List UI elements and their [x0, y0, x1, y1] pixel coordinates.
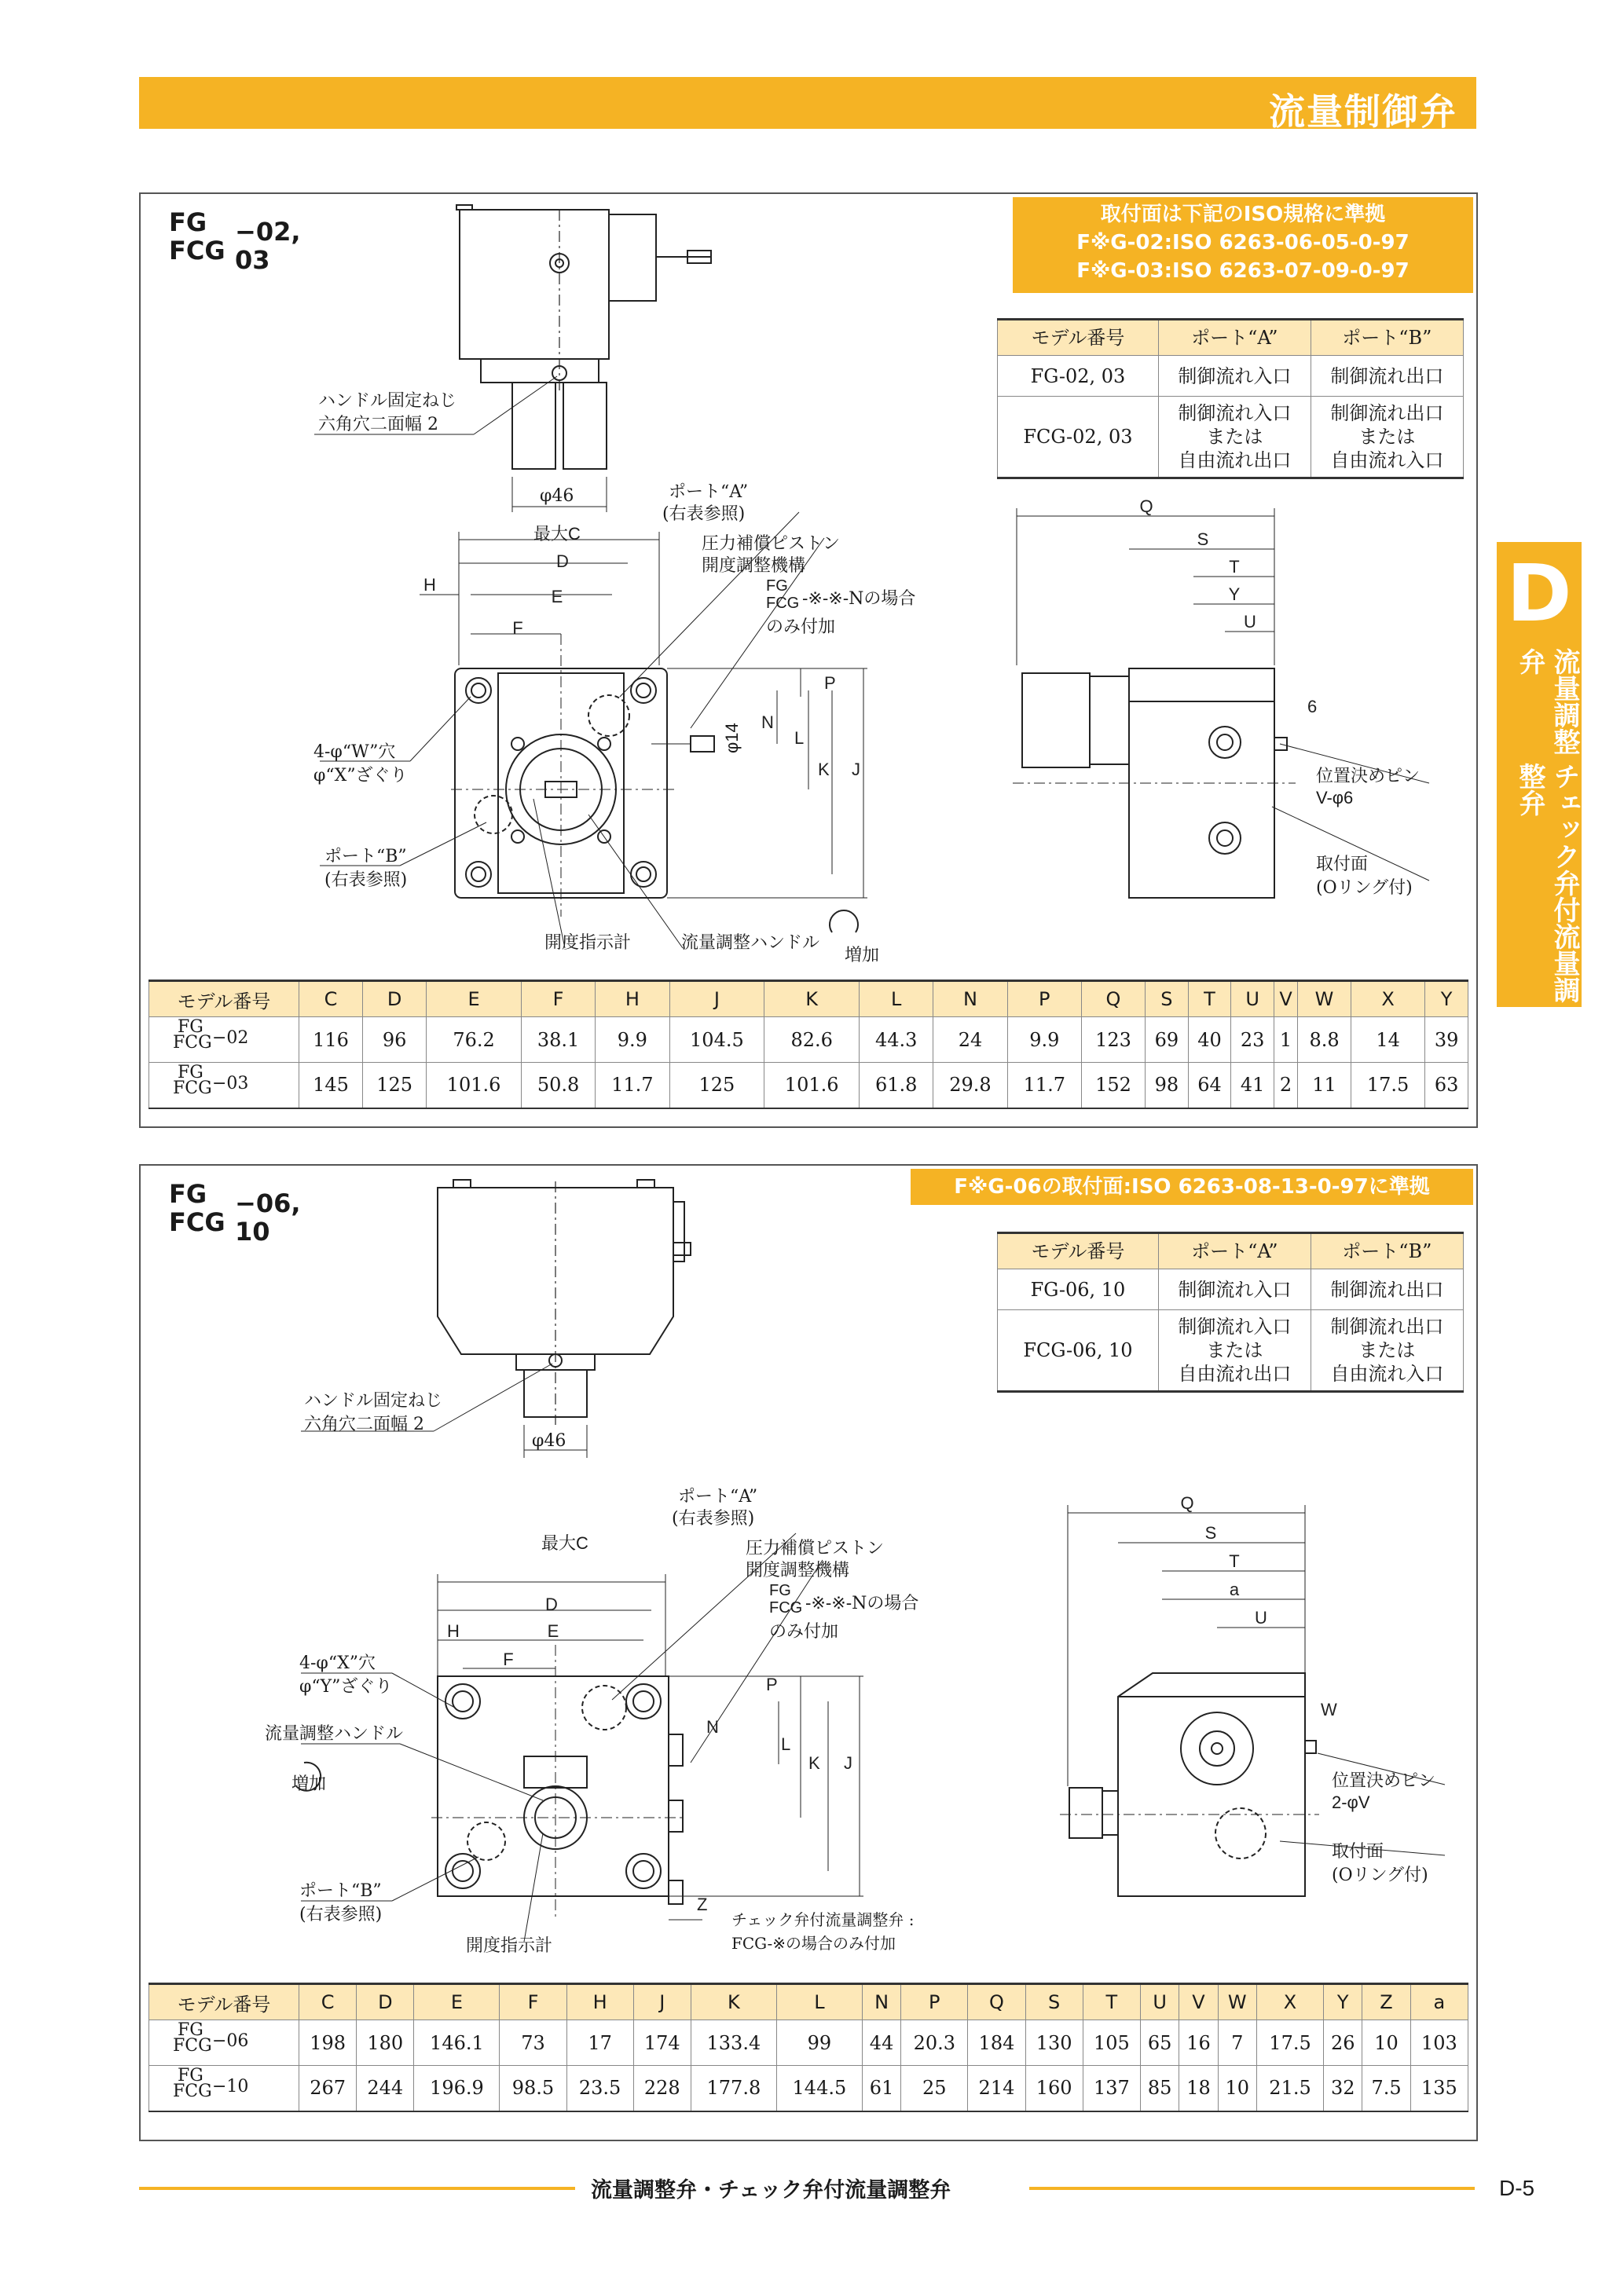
s2-model-m2: FCG [173, 2036, 212, 2056]
port2-a-fcg-l3: 自由流れ出口 [1178, 1363, 1292, 1385]
port-b-fcg-l1: 制御流れ出口 [1330, 402, 1444, 424]
dim-table-row-03 [149, 1063, 1468, 1108]
dim-letter-d: D [556, 551, 569, 571]
s1-cell-t: 64 [1188, 1063, 1231, 1108]
label2-check1: チェック弁付流量調整弁 : [731, 1910, 915, 1929]
s2-header-f: F [500, 1984, 566, 2020]
s2-cell-w: 7 [1218, 2020, 1256, 2066]
side-tab-text [1497, 648, 1582, 1007]
s2-cell-c: 198 [299, 2020, 357, 2066]
s2-cell-j: 174 [633, 2020, 691, 2066]
label2-cond-rest: -※-※-Nの場合 [805, 1594, 919, 1613]
dim2-letter-h: H [447, 1621, 460, 1641]
s1-header-k: K [764, 981, 860, 1017]
s1-cell-q: 123 [1081, 1017, 1145, 1063]
s2-header-l: L [776, 1984, 862, 2020]
port2-b-fcg-l3: 自由流れ入口 [1330, 1363, 1444, 1385]
s2-cell-a: 103 [1410, 2020, 1468, 2066]
s1-cell-u: 41 [1231, 1063, 1274, 1108]
s1-header-e: E [427, 981, 522, 1017]
dimension-table-02-03 [148, 980, 1468, 1109]
label2-cond-fcg: FCG [769, 1599, 803, 1617]
side-view-handle [1022, 673, 1090, 767]
label-pin-spec: V-φ6 [1316, 788, 1354, 807]
port-a-fcg-l3: 自由流れ出口 [1178, 449, 1292, 471]
side-tab [1497, 542, 1582, 1007]
dim-table-header-row [149, 981, 1468, 1017]
header-bar [139, 77, 1476, 133]
label2-indicator: 開度指示計 [466, 1936, 553, 1956]
s1-cell-v: 2 [1274, 1063, 1297, 1108]
port-b-fcg-l3: 自由流れ入口 [1330, 449, 1444, 471]
s2-cell-f: 73 [500, 2020, 566, 2066]
dim2-letter-u: U [1255, 1608, 1267, 1628]
s1-cell-y: 39 [1425, 1017, 1468, 1063]
side-view-handle-2 [1069, 1788, 1102, 1838]
label2-handle: 流量調整ハンドル [265, 1724, 404, 1744]
label2-pin: 位置決めピン [1332, 1771, 1436, 1791]
s2-header-k: K [691, 1984, 776, 2020]
s2-header-n: N [862, 1984, 900, 2020]
s1-cell-w: 8.8 [1298, 1017, 1351, 1063]
dim2-table-row-10 [149, 2066, 1468, 2111]
dim2-letter-l: L [781, 1734, 791, 1754]
model-suffix-2: −06, 10 [235, 1188, 301, 1247]
s1-header-t: T [1188, 981, 1231, 1017]
label-increase: 増加 [845, 946, 880, 965]
s2-cell-e: 146.1 [414, 2020, 500, 2066]
label2-holes-y: φ“Y”ざぐり [299, 1677, 393, 1697]
s2-cell-h: 17 [566, 2020, 633, 2066]
label-phi46: φ46 [540, 486, 574, 506]
label2-pin-spec: 2-φV [1332, 1792, 1370, 1812]
s2-header-z: Z [1362, 1984, 1410, 2020]
label-port-b: ポート“B” [324, 847, 407, 866]
s2-cell-p: 20.3 [901, 2020, 968, 2066]
s1-cell-k: 82.6 [764, 1017, 860, 1063]
label-cond-fcg: FCG [766, 595, 800, 612]
s1-cell-d: 125 [363, 1063, 427, 1108]
s1-cell-p: 9.9 [1007, 1017, 1081, 1063]
s2-header-e: E [414, 1984, 500, 2020]
dim2-letter-k: K [808, 1753, 820, 1773]
label-max-c: 最大C [533, 524, 581, 544]
dim-letter-l: L [794, 728, 805, 748]
s1-cell-f: 38.1 [521, 1017, 595, 1063]
s1-cell-w: 11 [1298, 1063, 1351, 1108]
s1-cell-x: 17.5 [1351, 1063, 1424, 1108]
s2-cell-v: 18 [1179, 2066, 1218, 2111]
s2-cell-x: 21.5 [1256, 2066, 1323, 2111]
label-hex-width: 六角穴二面幅 2 [318, 415, 438, 434]
s2-cell-z: 7.5 [1362, 2066, 1410, 2111]
s1-header-q: Q [1081, 981, 1145, 1017]
s2-model-m1: FG [178, 2066, 203, 2085]
handle-knob-right [563, 383, 607, 469]
s2-cell-k: 177.8 [691, 2066, 776, 2111]
s2-header-a: a [1410, 1984, 1468, 2020]
s2-cell-h: 23.5 [566, 2066, 633, 2111]
s1-cell-u: 23 [1231, 1017, 1274, 1063]
s2-header-j: J [633, 1984, 691, 2020]
s1-cell-s: 98 [1146, 1063, 1189, 1108]
s2-header-x: X [1256, 1984, 1323, 2020]
label-cond-rest: -※-※-Nの場合 [802, 589, 916, 609]
s1-model-cell [149, 1017, 299, 1063]
dim2-letter-d: D [545, 1595, 558, 1614]
label2-port-b: ポート“B” [299, 1881, 382, 1901]
s2-cell-x: 17.5 [1256, 2020, 1323, 2066]
s2-model-cell [149, 2066, 299, 2111]
s1-cell-x: 14 [1351, 1017, 1424, 1063]
iso-line3: F※G-03:ISO 6263-07-09-0-97 [1076, 259, 1410, 283]
label-holes-x: φ“X”ざぐり [313, 766, 408, 785]
label2-check2: FCG-※の場合のみ付加 [731, 1934, 896, 1953]
s2-cell-a: 135 [1410, 2066, 1468, 2111]
dim2-table-row-06 [149, 2020, 1468, 2066]
port-model-fg: FG-02, 03 [998, 356, 1159, 397]
s2-cell-n: 44 [862, 2020, 900, 2066]
footer-line-left [139, 2187, 575, 2190]
s1-cell-d: 96 [363, 1017, 427, 1063]
s1-header-u: U [1231, 981, 1274, 1017]
s1-cell-t: 40 [1188, 1017, 1231, 1063]
label-piston: 圧力補償ピストン [702, 534, 841, 554]
port-a-fcg-l1: 制御流れ入口 [1178, 402, 1292, 424]
s2-header-u: U [1140, 1984, 1179, 2020]
s1-cell-h: 11.7 [596, 1063, 669, 1108]
iso-line2: F※G-02:ISO 6263-06-05-0-97 [1076, 231, 1410, 255]
port-model-fcg: FCG-02, 03 [998, 397, 1159, 478]
port2-b-fcg-l2: または [1358, 1339, 1416, 1361]
dim-six: 6 [1307, 697, 1318, 716]
s1-cell-j: 125 [669, 1063, 764, 1108]
port-b-fcg-l2: または [1358, 426, 1416, 448]
dim2-letter-p: P [766, 1675, 778, 1694]
section-06-10 [139, 1164, 1478, 2141]
s1-cell-q: 152 [1081, 1063, 1145, 1108]
iso-line1: 取付面は下記のISO規格に準拠 [1100, 203, 1386, 226]
dim2-w: W [1321, 1700, 1337, 1719]
handle-knob-left [512, 383, 555, 469]
s1-cell-y: 63 [1425, 1063, 1468, 1108]
s1-cell-e: 76.2 [427, 1017, 522, 1063]
dim-letter-f: F [512, 618, 523, 638]
dim2-letter-s: S [1204, 1523, 1217, 1543]
label-holes-w: 4-φ“W”穴 [313, 742, 396, 762]
side-tab-line2: チェック弁付流量調整弁 [1514, 762, 1580, 1003]
port-table2-header-a: ポート“A” [1158, 1233, 1311, 1269]
dim-letter-t: T [1229, 557, 1240, 577]
port2-b-fg: 制御流れ出口 [1311, 1269, 1463, 1310]
port-table-header-a: ポート“A” [1158, 320, 1311, 356]
s2-cell-u: 65 [1140, 2020, 1179, 2066]
dim-letter-e: E [551, 587, 563, 606]
s2-cell-z: 10 [1362, 2020, 1410, 2066]
label2-increase: 増加 [291, 1774, 327, 1794]
dim-letter-p: P [824, 673, 836, 693]
s2-header-y: Y [1324, 1984, 1362, 2020]
s2-model-sfx: −10 [212, 2077, 249, 2096]
page-number: D-5 [1499, 2176, 1535, 2200]
label2-opening-mech: 開度調整機構 [746, 1561, 850, 1580]
s2-header-q: Q [968, 1984, 1025, 2020]
label2-mount: 取付面 [1332, 1842, 1384, 1862]
s1-cell-k: 101.6 [764, 1063, 860, 1108]
s2-cell-j: 228 [633, 2066, 691, 2111]
s2-cell-t: 105 [1083, 2020, 1140, 2066]
label2-cond-only: のみ付加 [769, 1622, 839, 1642]
s2-cell-w: 10 [1218, 2066, 1256, 2111]
dim-letter-y: Y [1228, 584, 1241, 604]
label-oring: (Oリング付) [1316, 878, 1413, 898]
s1-header-p: P [1007, 981, 1081, 1017]
port-a-fcg-l2: または [1206, 426, 1263, 448]
port2-b-fcg-l1: 制御流れ出口 [1330, 1316, 1444, 1338]
dim2-letter-j: J [844, 1753, 852, 1773]
s1-model-m2: FCG [173, 1078, 212, 1098]
s1-cell-f: 50.8 [521, 1063, 595, 1108]
s2-cell-l: 99 [776, 2020, 862, 2066]
s2-model-sfx: −06 [212, 2031, 249, 2051]
s1-model-sfx: −03 [212, 1074, 249, 1093]
dim2-letter-a: a [1229, 1580, 1240, 1599]
port2-a-fg: 制御流れ入口 [1158, 1269, 1311, 1310]
label2-piston: 圧力補償ピストン [746, 1539, 885, 1558]
label-port-b-ref: (右表参照) [324, 870, 408, 890]
s2-header-c: C [299, 1984, 357, 2020]
s2-header-t: T [1083, 1984, 1140, 2020]
s1-cell-n: 24 [933, 1017, 1007, 1063]
s2-cell-q: 214 [968, 2066, 1025, 2111]
s2-header-model: モデル番号 [149, 1984, 299, 2020]
label-indicator: 開度指示計 [544, 933, 632, 953]
model-line-fg: FG [169, 207, 207, 237]
s2-header-w: W [1218, 1984, 1256, 2020]
s1-cell-n: 29.8 [933, 1063, 1007, 1108]
model-suffix: −02, 03 [235, 217, 301, 275]
port-b-fg: 制御流れ出口 [1311, 356, 1463, 397]
label-port-a: ポート“A” [669, 482, 749, 502]
s2-model-m2: FCG [173, 2082, 212, 2101]
page-title: 流量制御弁 [1269, 90, 1457, 133]
s1-header-h: H [596, 981, 669, 1017]
side-tab-line1: 流量調整弁 [1514, 648, 1580, 755]
s1-header-n: N [933, 981, 1007, 1017]
s1-header-c: C [299, 981, 363, 1017]
label-handle-screw: ハンドル固定ねじ [318, 391, 457, 411]
s1-model-m1: FG [178, 1017, 203, 1037]
label2-oring: (Oリング付) [1332, 1866, 1428, 1885]
s2-header-s: S [1025, 1984, 1083, 2020]
label2-phi46: φ46 [532, 1431, 566, 1451]
label-cond-only: のみ付加 [766, 617, 836, 637]
model-line-fcg: FCG [169, 236, 225, 265]
label2-max-c: 最大C [541, 1533, 588, 1553]
port2-model-fg: FG-06, 10 [998, 1269, 1159, 1310]
s2-cell-d: 244 [357, 2066, 414, 2111]
label2-cond-fg: FG [769, 1582, 791, 1599]
s1-header-l: L [860, 981, 933, 1017]
s1-cell-p: 11.7 [1007, 1063, 1081, 1108]
dim-letter-n: N [761, 712, 774, 732]
s2-cell-p: 25 [901, 2066, 968, 2111]
s2-cell-q: 184 [968, 2020, 1025, 2066]
top-view-body [460, 210, 609, 359]
footer-line-right [1029, 2187, 1475, 2190]
s1-cell-c: 116 [299, 1017, 363, 1063]
s1-model-sfx: −02 [212, 1028, 249, 1048]
s1-model-m2: FCG [173, 1033, 212, 1053]
section-02-03 [139, 192, 1478, 1128]
footer-text: 流量調整弁・チェック弁付流量調整弁 [591, 2178, 951, 2203]
s2-cell-t: 137 [1083, 2066, 1140, 2111]
dim-letter-u: U [1244, 612, 1256, 632]
label2-holes-x: 4-φ“X”穴 [299, 1653, 376, 1673]
s1-cell-l: 44.3 [860, 1017, 933, 1063]
label-opening-mech: 開度調整機構 [702, 556, 806, 576]
s1-header-d: D [363, 981, 427, 1017]
s1-header-f: F [521, 981, 595, 1017]
label2-handle-screw: ハンドル固定ねじ [304, 1391, 443, 1411]
dim-letter-h: H [423, 575, 436, 595]
s1-cell-s: 69 [1146, 1017, 1189, 1063]
port-table-header-model: モデル番号 [998, 320, 1159, 356]
s1-header-v: V [1274, 981, 1297, 1017]
s2-cell-n: 61 [862, 2066, 900, 2111]
s1-header-y: Y [1425, 981, 1468, 1017]
s1-model-cell [149, 1063, 299, 1108]
s2-header-h: H [566, 1984, 633, 2020]
s2-cell-l: 144.5 [776, 2066, 862, 2111]
s1-cell-j: 104.5 [669, 1017, 764, 1063]
s1-cell-l: 61.8 [860, 1063, 933, 1108]
s2-model-cell [149, 2020, 299, 2066]
s2-cell-f: 98.5 [500, 2066, 566, 2111]
dim2-letter-f: F [503, 1650, 514, 1669]
s1-cell-c: 145 [299, 1063, 363, 1108]
dim2-letter-q: Q [1180, 1493, 1194, 1513]
port-a-fg: 制御流れ入口 [1158, 356, 1311, 397]
iso-line-2: F※G-06の取付面:ISO 6263-08-13-0-97に準拠 [954, 1175, 1430, 1199]
s1-cell-v: 1 [1274, 1017, 1297, 1063]
s2-cell-e: 196.9 [414, 2066, 500, 2111]
label-cond-fg: FG [766, 577, 788, 595]
s1-header-x: X [1351, 981, 1424, 1017]
dim-letter-s: S [1197, 529, 1209, 549]
s1-model-m1: FG [178, 1063, 203, 1082]
dim2-letter-n: N [706, 1717, 719, 1737]
label-pin: 位置決めピン [1316, 767, 1421, 786]
port2-a-fcg-l1: 制御流れ入口 [1178, 1316, 1292, 1338]
s2-header-v: V [1179, 1984, 1218, 2020]
s2-cell-y: 26 [1324, 2020, 1362, 2066]
port-table2-header-model: モデル番号 [998, 1233, 1159, 1269]
s2-cell-s: 130 [1025, 2020, 1083, 2066]
s1-header-j: J [669, 981, 764, 1017]
s1-header-s: S [1146, 981, 1189, 1017]
dim-letter-q: Q [1139, 496, 1153, 516]
s2-cell-k: 133.4 [691, 2020, 776, 2066]
port-table-header-b: ポート“B” [1311, 320, 1463, 356]
label-mount: 取付面 [1316, 855, 1369, 874]
port2-model-fcg: FCG-06, 10 [998, 1310, 1159, 1392]
dim-letter-j: J [852, 760, 860, 779]
label-phi14: φ14 [722, 723, 742, 753]
label-port-a-ref: (右表参照) [662, 504, 746, 524]
s2-cell-y: 32 [1324, 2066, 1362, 2111]
s2-header-p: P [901, 1984, 968, 2020]
s2-header-d: D [357, 1984, 414, 2020]
s1-cell-h: 9.9 [596, 1017, 669, 1063]
s2-cell-s: 160 [1025, 2066, 1083, 2111]
label2-port-b-ref: (右表参照) [299, 1905, 383, 1924]
dimension-table-06-10 [148, 1983, 1468, 2112]
dim-table-row-02 [149, 1017, 1468, 1063]
s2-cell-u: 85 [1140, 2066, 1179, 2111]
label-handle: 流量調整ハンドル [681, 933, 820, 953]
model-line-fcg-2: FCG [169, 1207, 225, 1237]
label2-port-a-ref: (右表参照) [672, 1509, 755, 1529]
s1-header-w: W [1298, 981, 1351, 1017]
dim2-table-header-row [149, 1984, 1468, 2020]
label2-port-a: ポート“A” [678, 1487, 758, 1507]
s2-cell-d: 180 [357, 2020, 414, 2066]
s2-cell-v: 16 [1179, 2020, 1218, 2066]
dim-letter-k: K [818, 760, 830, 779]
label2-hex-width: 六角穴二面幅 2 [304, 1415, 424, 1434]
side-tab-letter: D [1506, 547, 1572, 639]
port2-a-fcg-l2: または [1206, 1339, 1263, 1361]
s1-cell-e: 101.6 [427, 1063, 522, 1108]
dim2-letter-z: Z [697, 1895, 708, 1914]
port-table2-header-b: ポート“B” [1311, 1233, 1463, 1269]
model-line-fg-2: FG [169, 1179, 207, 1209]
dim2-letter-e: E [547, 1621, 559, 1641]
s2-cell-c: 267 [299, 2066, 357, 2111]
s1-header-model: モデル番号 [149, 981, 299, 1017]
s2-model-m1: FG [178, 2020, 203, 2040]
dim2-letter-t: T [1229, 1551, 1240, 1571]
